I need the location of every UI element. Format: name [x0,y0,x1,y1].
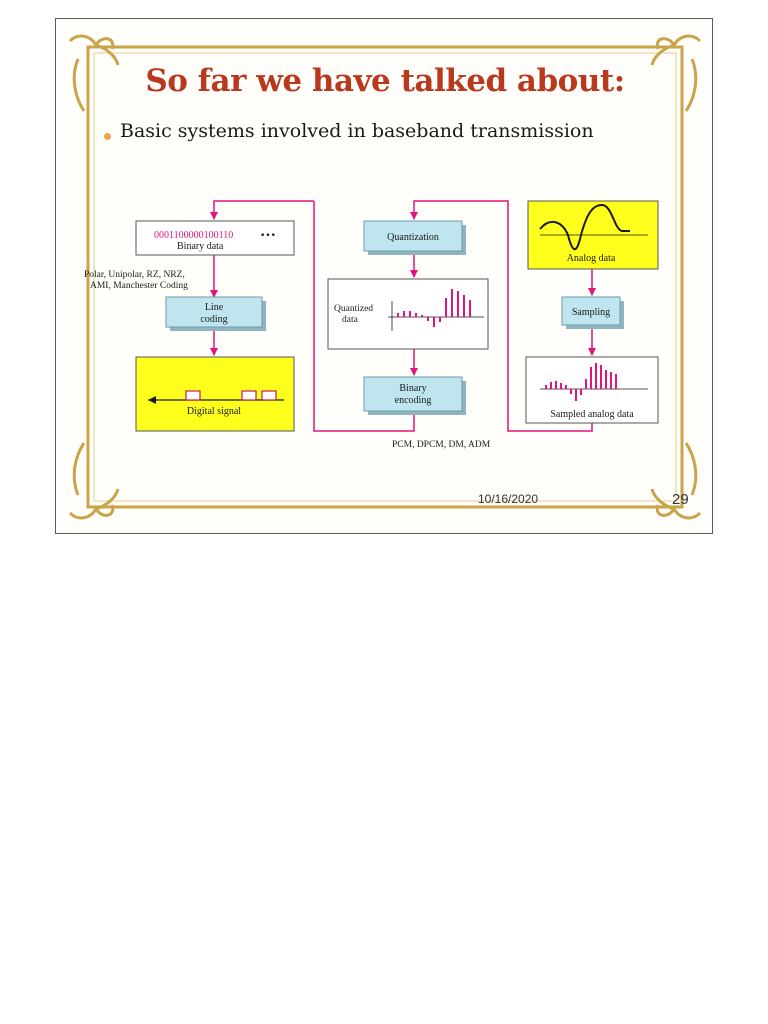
binary-data-box [136,221,294,255]
line-coding-box [166,297,266,331]
quantized-data-box [328,279,488,349]
binary-encoding-label-2: encoding [394,395,432,406]
footer-page-number: 29 [672,491,689,508]
sampling-box [562,297,624,329]
line-coding-label-2: coding [200,314,228,325]
digital-signal-label: Digital signal [186,406,242,417]
pcm-types-label: PCM, DPCM, DM, ADM [392,440,491,450]
binary-encoding-label-1: Binary [399,383,427,394]
binary-ellipsis: ••• [260,231,276,241]
analog-data-label: Analog data [566,253,616,264]
slide-title: So far we have talked about: [145,63,625,99]
binary-bits: 0001100000100110 [154,230,234,241]
quantized-data-label-2: data [342,315,358,325]
quantized-data-label-1: Quantized [334,304,374,314]
baseband-diagram [56,19,714,535]
quantization-box [364,221,466,255]
quantization-label: Quantization [387,232,439,243]
line-coding-types-line1: Polar, Unipolar, RZ, NRZ, [84,270,185,280]
digital-signal-box [136,357,294,431]
sampled-analog-data-box [526,357,658,423]
binary-data-label: Binary data [177,241,224,252]
sampling-label: Sampling [571,307,611,318]
binary-encoding-box [364,377,466,415]
sampled-analog-data-label: Sampled analog data [550,409,634,420]
analog-data-box [528,201,658,269]
footer-date: 10/16/2020 [478,492,539,506]
line-coding-types-line2: AMI, Manchester Coding [90,281,188,291]
bullet-text: Basic systems involved in baseband transmission [120,120,594,142]
slide [55,18,713,534]
line-coding-label-1: Line [204,302,224,313]
